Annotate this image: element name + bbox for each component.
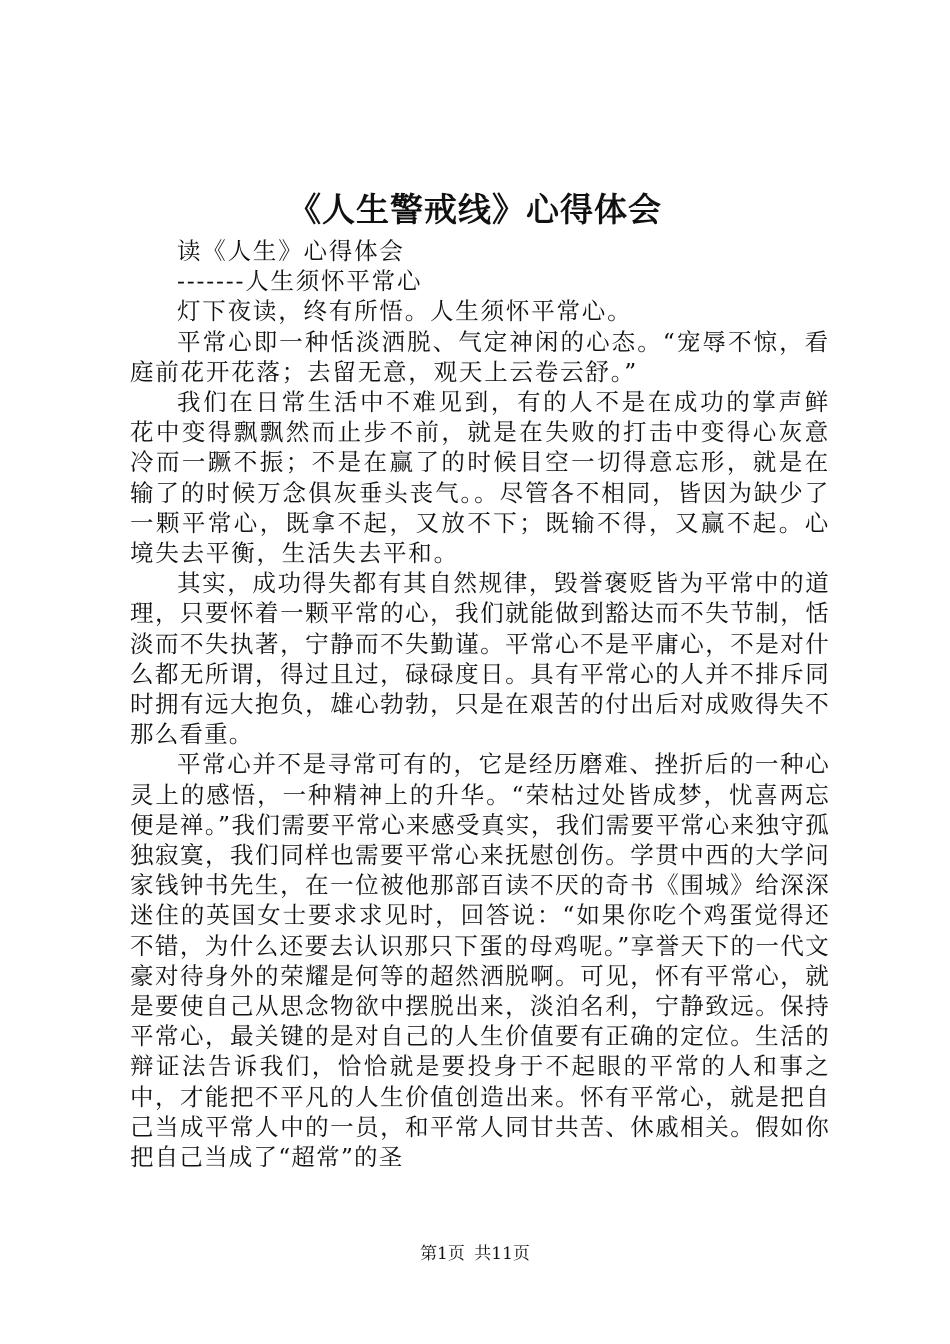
document-body <box>130 236 830 1172</box>
document-title: 《人生警戒线》心得体会 <box>288 190 662 229</box>
page-footer: 第1页 共11页 <box>420 1244 530 1264</box>
paragraph-5: 平常心并不是寻常可有的，它是经历磨难、挫折后的一种心灵上的感悟，一种精神上的升华。“荣枯过处皆成梦，忧喜两忘便是禅。”我们需要平常心来感受真实，我们需要平常心来独守孤独寂寞，我们同样也需要平常心来抚慰创伤。学贯中西的大学问家钱钟书先生，在一位被他那部百读不厌的奇书《围城》给深深迷住的英国女士要求求见时，回答说：“如果你吃个鸡蛋觉得还不错，为什么还要去认识那只下蛋的母鸡呢。”享誉天下的一代文豪对待身外的荣耀是何等的超然洒脱啊。可见，怀有平常心，就是要使自己从思念物欲中摆脱出来，淡泊名利，宁静致远。保持平常心，最关键的是对自己的人生价值要有正确的定位。生活的辩证法告诉我们，恰恰就是要投身于不起眼的平常的人和事之中，才能把不平凡的人生价值创造出来。怀有平常心，就是把自己当成平常人中的一员，和平常人同甘共苦、休戚相关。假如你把自己当成了“超常”的圣 <box>130 750 830 1172</box>
subtitle-dash-line: -------人生须怀平常心 <box>177 267 423 296</box>
subtitle-line: 读《人生》心得体会 <box>177 237 405 265</box>
paragraph-4: 其实，成功得失都有其自然规律，毁誉褒贬皆为平常中的道理，只要怀着一颗平常的心，我们就能做到豁达而不失节制，恬淡而不失执著，宁静而不失勤谨。平常心不是平庸心，不是对什么都无所谓，得过且过，碌碌度日。具有平常心的人并不排斥同时拥有远大抱负，雄心勃勃，只是在艰苦的付出后对成败得失不那么看重。 <box>130 569 830 749</box>
paragraph-2: 平常心即一种恬淡洒脱、气定神闲的心态。“宠辱不惊，看庭前花开花落；去留无意，观天上云卷云舒。” <box>130 327 830 386</box>
paragraph-1: 灯下夜读，终有所悟。人生须怀平常心。 <box>177 297 633 326</box>
paragraph-3: 我们在日常生活中不难见到，有的人不是在成功的掌声鲜花中变得飘飘然而止步不前，就是在失败的打击中变得心灰意冷而一蹶不振；不是在赢了的时候目空一切得意忘形，就是在输了的时候万念俱灰垂头丧气。。尽管各不相同，皆因为缺少了一颗平常心，既拿不起，又放不下；既输不得，又赢不起。心境失去平衡，生活失去平和。 <box>130 388 830 568</box>
